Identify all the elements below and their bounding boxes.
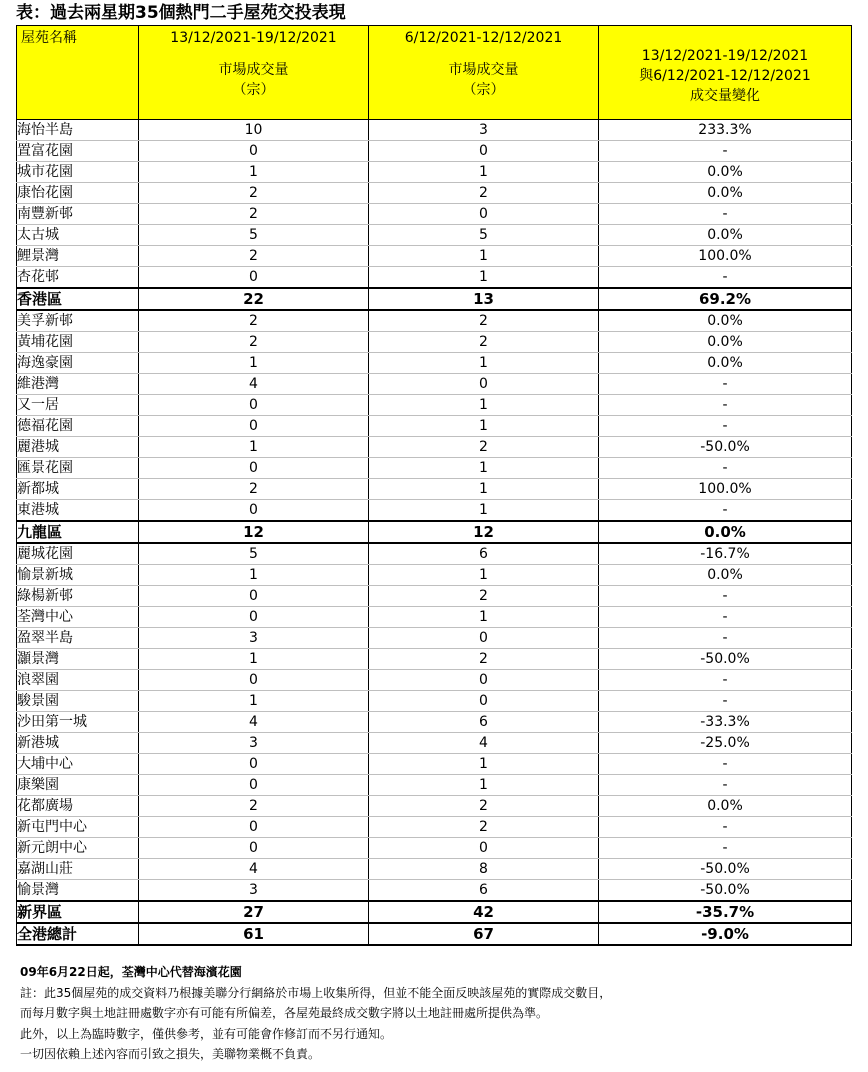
week1-count-cell: 2 — [139, 204, 369, 225]
change-cell: 69.2% — [599, 288, 852, 310]
estate-name-cell: 匯景花園 — [17, 458, 139, 479]
table-row — [17, 628, 852, 649]
change-cell: - — [599, 628, 852, 649]
week1-count-cell: 2 — [139, 246, 369, 267]
week2-count-cell: 2 — [369, 586, 599, 607]
estate-name-cell: 大埔中心 — [17, 754, 139, 775]
table-row — [17, 162, 852, 183]
change-cell: - — [599, 267, 852, 289]
header-change-line2: 與6/12/2021-12/12/2021 — [639, 67, 811, 84]
change-cell: -9.0% — [599, 923, 852, 945]
table-row — [17, 458, 852, 479]
week1-count-cell: 1 — [139, 691, 369, 712]
table-row — [17, 880, 852, 902]
week1-count-cell: 27 — [139, 901, 369, 923]
week1-count-cell: 0 — [139, 775, 369, 796]
estate-name-cell: 麗港城 — [17, 437, 139, 458]
change-cell: 0.0% — [599, 332, 852, 353]
week1-count-cell: 3 — [139, 880, 369, 902]
change-cell: - — [599, 670, 852, 691]
header-week2-unit: （宗） — [462, 82, 505, 98]
change-cell: - — [599, 416, 852, 437]
change-cell: 100.0% — [599, 479, 852, 500]
week2-count-cell: 1 — [369, 754, 599, 775]
estate-name-cell: 置富花園 — [17, 141, 139, 162]
transactions-table — [16, 25, 852, 946]
table-row — [17, 204, 852, 225]
change-cell: -50.0% — [599, 859, 852, 880]
week1-count-cell: 0 — [139, 267, 369, 289]
week2-count-cell: 42 — [369, 901, 599, 923]
week2-count-cell: 1 — [369, 565, 599, 586]
week2-count-cell: 2 — [369, 817, 599, 838]
header-week1-period: 13/12/2021-19/12/2021 — [170, 30, 337, 46]
note-replacement: 09年6月22日起，荃灣中心代替海濱花園 — [20, 965, 242, 979]
week2-count-cell: 2 — [369, 310, 599, 332]
estate-name-cell: 花都廣場 — [17, 796, 139, 817]
table-row — [17, 754, 852, 775]
week2-count-cell: 1 — [369, 458, 599, 479]
estate-name-cell: 南豐新邨 — [17, 204, 139, 225]
change-cell: - — [599, 586, 852, 607]
change-cell: -35.7% — [599, 901, 852, 923]
week1-count-cell: 2 — [139, 796, 369, 817]
change-cell: - — [599, 838, 852, 859]
table-row — [17, 670, 852, 691]
estate-name-cell: 康怡花園 — [17, 183, 139, 204]
week1-count-cell: 1 — [139, 437, 369, 458]
estate-name-cell: 海逸豪園 — [17, 353, 139, 374]
change-cell: 0.0% — [599, 353, 852, 374]
change-cell: 0.0% — [599, 310, 852, 332]
week2-count-cell: 6 — [369, 880, 599, 902]
page-title: 表：過去兩星期35個熱門二手屋苑交投表現 — [16, 3, 346, 23]
estate-name-cell: 新都城 — [17, 479, 139, 500]
week1-count-cell: 0 — [139, 586, 369, 607]
grand-total-row — [17, 923, 852, 945]
table-row — [17, 374, 852, 395]
estate-name-cell: 新屯門中心 — [17, 817, 139, 838]
change-cell: -33.3% — [599, 712, 852, 733]
table-row — [17, 479, 852, 500]
district-subtotal-row — [17, 521, 852, 543]
week1-count-cell: 2 — [139, 332, 369, 353]
header-change — [599, 26, 852, 120]
change-cell: - — [599, 500, 852, 522]
table-row — [17, 712, 852, 733]
week2-count-cell: 1 — [369, 395, 599, 416]
week1-count-cell: 5 — [139, 225, 369, 246]
week2-count-cell: 0 — [369, 691, 599, 712]
estate-name-cell: 全港總計 — [17, 923, 139, 945]
estate-name-cell: 盈翠半島 — [17, 628, 139, 649]
footnotes — [20, 962, 611, 1065]
header-week2-label: 市場成交量 — [448, 62, 519, 78]
week2-count-cell: 1 — [369, 353, 599, 374]
week1-count-cell: 0 — [139, 607, 369, 628]
table-row — [17, 733, 852, 754]
week2-count-cell: 0 — [369, 141, 599, 162]
table-row — [17, 649, 852, 670]
table-row — [17, 838, 852, 859]
week2-count-cell: 12 — [369, 521, 599, 543]
table-row — [17, 246, 852, 267]
change-cell: - — [599, 607, 852, 628]
table-row — [17, 543, 852, 565]
change-cell: -25.0% — [599, 733, 852, 754]
header-week1-label: 市場成交量 — [218, 62, 289, 78]
change-cell: 0.0% — [599, 521, 852, 543]
header-week1 — [139, 26, 369, 120]
table-row — [17, 353, 852, 374]
table-row — [17, 607, 852, 628]
change-cell: -50.0% — [599, 649, 852, 670]
change-cell: -50.0% — [599, 880, 852, 902]
week1-count-cell: 0 — [139, 838, 369, 859]
header-week2 — [369, 26, 599, 120]
change-cell: 0.0% — [599, 225, 852, 246]
week2-count-cell: 1 — [369, 775, 599, 796]
estate-name-cell: 又一居 — [17, 395, 139, 416]
week1-count-cell: 0 — [139, 141, 369, 162]
week1-count-cell: 0 — [139, 395, 369, 416]
table-row — [17, 586, 852, 607]
week2-count-cell: 3 — [369, 120, 599, 141]
header-week1-unit: （宗） — [232, 82, 275, 98]
table-row — [17, 120, 852, 141]
change-cell: 0.0% — [599, 162, 852, 183]
week1-count-cell: 4 — [139, 374, 369, 395]
week1-count-cell: 0 — [139, 754, 369, 775]
table-row — [17, 141, 852, 162]
change-cell: -16.7% — [599, 543, 852, 565]
header-change-line3: 成交量變化 — [690, 87, 760, 104]
table-row — [17, 395, 852, 416]
week2-count-cell: 1 — [369, 607, 599, 628]
table-row — [17, 796, 852, 817]
estate-name-cell: 新界區 — [17, 901, 139, 923]
change-cell: - — [599, 754, 852, 775]
week1-count-cell: 2 — [139, 479, 369, 500]
week2-count-cell: 4 — [369, 733, 599, 754]
table-row — [17, 775, 852, 796]
header-week2-period: 6/12/2021-12/12/2021 — [404, 30, 563, 46]
estate-name-cell: 美孚新邨 — [17, 310, 139, 332]
week1-count-cell: 0 — [139, 670, 369, 691]
estate-name-cell: 維港灣 — [17, 374, 139, 395]
week2-count-cell: 1 — [369, 500, 599, 522]
week2-count-cell: 5 — [369, 225, 599, 246]
week2-count-cell: 2 — [369, 437, 599, 458]
note-disclaimer-4: 一切因依賴上述內容而引致之損失，美聯物業概不負責。 — [20, 1047, 321, 1061]
table-row — [17, 225, 852, 246]
week1-count-cell: 1 — [139, 353, 369, 374]
table-row — [17, 267, 852, 289]
note-disclaimer-2: 而每月數字與土地註冊處數字亦有可能有所偏差，各屋苑最終成交數字將以土地註冊處所提供為準。 — [20, 1006, 549, 1020]
district-subtotal-row — [17, 288, 852, 310]
estate-name-cell: 德福花園 — [17, 416, 139, 437]
week1-count-cell: 10 — [139, 120, 369, 141]
estate-name-cell: 東港城 — [17, 500, 139, 522]
week2-count-cell: 0 — [369, 374, 599, 395]
week1-count-cell: 3 — [139, 733, 369, 754]
week2-count-cell: 8 — [369, 859, 599, 880]
note-disclaimer-3: 此外，以上為臨時數字，僅供參考，並有可能會作修訂而不另行通知。 — [20, 1026, 393, 1041]
table-row — [17, 332, 852, 353]
table-row — [17, 310, 852, 332]
week1-count-cell: 61 — [139, 923, 369, 945]
estate-name-cell: 愉景灣 — [17, 880, 139, 902]
estate-name-cell: 駿景園 — [17, 691, 139, 712]
table-row — [17, 437, 852, 458]
week2-count-cell: 1 — [369, 267, 599, 289]
week1-count-cell: 4 — [139, 859, 369, 880]
estate-name-cell: 沙田第一城 — [17, 712, 139, 733]
week1-count-cell: 0 — [139, 500, 369, 522]
note-disclaimer-1: 註：此35個屋苑的成交資料乃根據美聯分行網絡於市場上收集所得，但並不能全面反映該屋苑的實際成交數目， — [20, 985, 612, 1000]
week1-count-cell: 1 — [139, 565, 369, 586]
week1-count-cell: 1 — [139, 162, 369, 183]
header-change-line1: 13/12/2021-19/12/2021 — [641, 47, 809, 64]
table-row — [17, 416, 852, 437]
estate-name-cell: 香港區 — [17, 288, 139, 310]
table-row — [17, 817, 852, 838]
change-cell: - — [599, 141, 852, 162]
estate-name-cell: 海怡半島 — [17, 120, 139, 141]
estate-name-cell: 麗城花園 — [17, 543, 139, 565]
week2-count-cell: 1 — [369, 479, 599, 500]
table-row — [17, 691, 852, 712]
estate-name-cell: 太古城 — [17, 225, 139, 246]
week1-count-cell: 0 — [139, 458, 369, 479]
change-cell: - — [599, 204, 852, 225]
estate-name-cell: 康樂園 — [17, 775, 139, 796]
week1-count-cell: 12 — [139, 521, 369, 543]
table-row — [17, 183, 852, 204]
change-cell: 100.0% — [599, 246, 852, 267]
week2-count-cell: 6 — [369, 712, 599, 733]
estate-name-cell: 嘉湖山莊 — [17, 859, 139, 880]
change-cell: - — [599, 458, 852, 479]
estate-name-cell: 城市花園 — [17, 162, 139, 183]
change-cell: 0.0% — [599, 565, 852, 586]
table-row — [17, 565, 852, 586]
table-row — [17, 500, 852, 522]
week2-count-cell: 2 — [369, 183, 599, 204]
table-body — [17, 120, 852, 946]
estate-name-cell: 灝景灣 — [17, 649, 139, 670]
change-cell: - — [599, 775, 852, 796]
week2-count-cell: 0 — [369, 628, 599, 649]
week2-count-cell: 1 — [369, 416, 599, 437]
estate-name-cell: 新港城 — [17, 733, 139, 754]
table-header-row — [17, 26, 852, 120]
change-cell: - — [599, 817, 852, 838]
change-cell: - — [599, 374, 852, 395]
week1-count-cell: 2 — [139, 183, 369, 204]
week2-count-cell: 1 — [369, 246, 599, 267]
change-cell: 0.0% — [599, 183, 852, 204]
district-subtotal-row — [17, 901, 852, 923]
week1-count-cell: 3 — [139, 628, 369, 649]
week1-count-cell: 4 — [139, 712, 369, 733]
estate-name-cell: 黃埔花園 — [17, 332, 139, 353]
week1-count-cell: 5 — [139, 543, 369, 565]
week2-count-cell: 13 — [369, 288, 599, 310]
week1-count-cell: 0 — [139, 817, 369, 838]
week2-count-cell: 67 — [369, 923, 599, 945]
change-cell: 233.3% — [599, 120, 852, 141]
estate-name-cell: 新元朗中心 — [17, 838, 139, 859]
week2-count-cell: 2 — [369, 332, 599, 353]
week2-count-cell: 2 — [369, 649, 599, 670]
week2-count-cell: 0 — [369, 204, 599, 225]
week2-count-cell: 0 — [369, 670, 599, 691]
estate-name-cell: 浪翠園 — [17, 670, 139, 691]
week2-count-cell: 6 — [369, 543, 599, 565]
estate-name-cell: 九龍區 — [17, 521, 139, 543]
estate-name-cell: 綠楊新邨 — [17, 586, 139, 607]
change-cell: - — [599, 691, 852, 712]
week2-count-cell: 2 — [369, 796, 599, 817]
week2-count-cell: 1 — [369, 162, 599, 183]
change-cell: 0.0% — [599, 796, 852, 817]
week1-count-cell: 1 — [139, 649, 369, 670]
estate-name-cell: 荃灣中心 — [17, 607, 139, 628]
estate-name-cell: 鯉景灣 — [17, 246, 139, 267]
week1-count-cell: 22 — [139, 288, 369, 310]
header-estate-name: 屋苑名稱 — [17, 26, 139, 120]
week2-count-cell: 0 — [369, 838, 599, 859]
table-row — [17, 859, 852, 880]
change-cell: - — [599, 395, 852, 416]
week1-count-cell: 2 — [139, 310, 369, 332]
estate-name-cell: 杏花邨 — [17, 267, 139, 289]
change-cell: -50.0% — [599, 437, 852, 458]
week1-count-cell: 0 — [139, 416, 369, 437]
estate-name-cell: 愉景新城 — [17, 565, 139, 586]
